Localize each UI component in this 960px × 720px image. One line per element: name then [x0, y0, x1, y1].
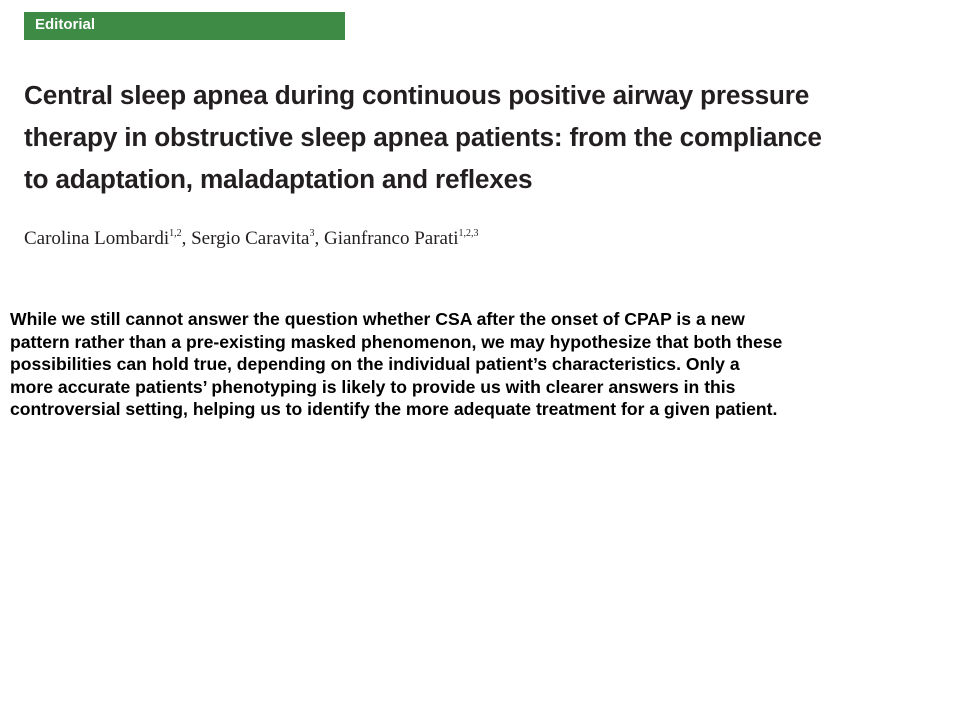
- article-title: [24, 74, 954, 200]
- author-separator: ,: [181, 228, 192, 249]
- author-affiliation: 1,2,3: [458, 228, 479, 239]
- quote-line: pattern rather than a pre-existing masked phenomenon, we may hypothesize that both these: [10, 331, 783, 352]
- quote-line: While we still cannot answer the question whether CSA after the onset of CPAP is a new: [10, 309, 745, 329]
- author-name: Carolina Lombardi: [24, 228, 170, 249]
- quote-line: controversial setting, helping us to identify the more adequate treatment for a given patient.: [10, 399, 778, 420]
- author-name: Gianfranco Parati: [323, 228, 459, 249]
- author-separator: ,: [314, 228, 324, 249]
- quote-line: possibilities can hold true, depending on the individual patient’s characteristics. Only a: [10, 354, 740, 375]
- title-line: therapy in obstructive sleep apnea patients: from the compliance: [24, 122, 822, 152]
- author-name: Sergio Caravita: [191, 228, 310, 249]
- author-affiliation: 1,2: [169, 228, 182, 239]
- title-line: Central sleep apnea during continuous positive airway pressure: [24, 80, 810, 110]
- author-affiliation: 3: [309, 228, 315, 239]
- author-list: [24, 228, 479, 250]
- section-banner: Editorial: [24, 12, 345, 40]
- quote-line: more accurate patients’ phenotyping is likely to provide us with clearer answers in this: [10, 376, 736, 397]
- quote-text: [10, 308, 955, 421]
- title-line: to adaptation, maladaptation and reflexes: [24, 164, 533, 194]
